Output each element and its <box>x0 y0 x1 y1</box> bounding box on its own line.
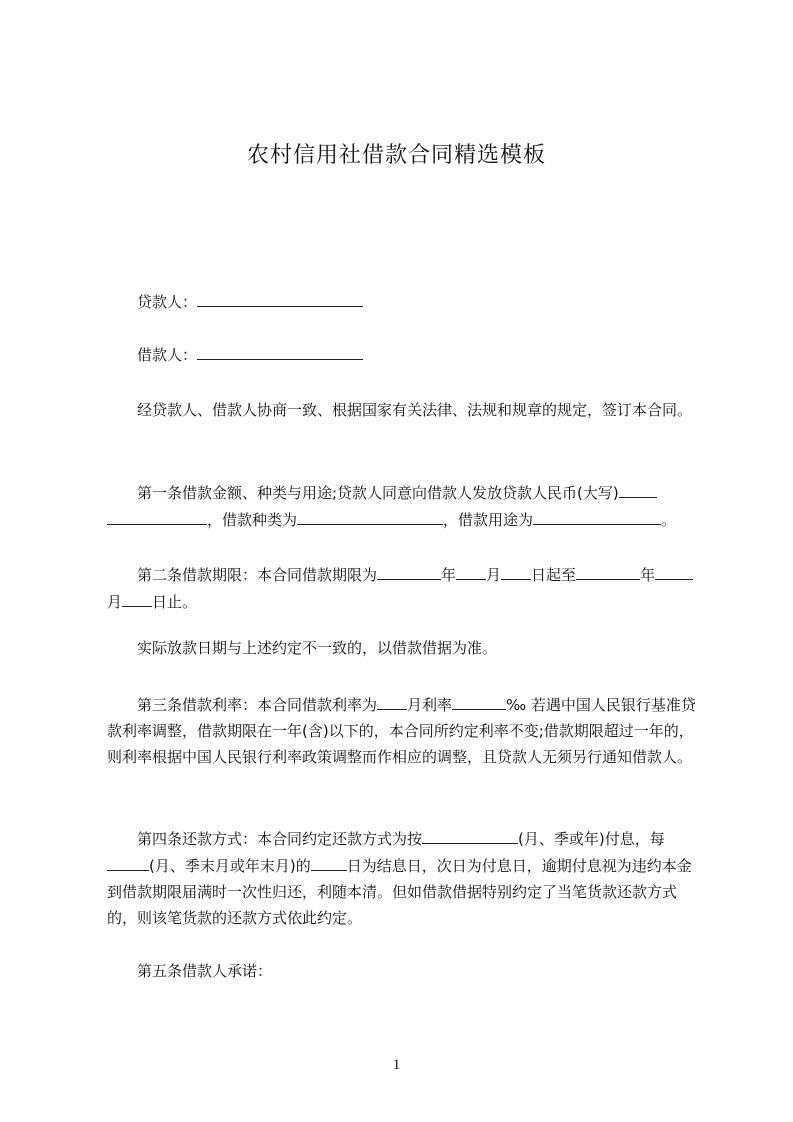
end-day-blank <box>122 588 152 607</box>
article-1-text-4: 。 <box>661 511 677 529</box>
article-1-text-3: ，借款用途为 <box>443 511 534 529</box>
intro-paragraph <box>107 397 702 423</box>
end-month-blank <box>655 561 693 580</box>
article-2-text-1: 第二条借款期限：本合同借款期限为 <box>137 566 378 584</box>
start-month-blank <box>456 561 486 580</box>
article-2-year-2: 年 <box>640 566 656 584</box>
article-4-text-1: 第四条还款方式：本合同约定还款方式为按 <box>137 830 423 848</box>
actual-date-text: 实际放款日期与上述约定不一致的，以借款借据为准。 <box>137 639 498 657</box>
loan-purpose-blank <box>533 506 661 525</box>
article-2-month-1: 月 <box>486 566 502 584</box>
article-2-day-from: 日起至 <box>531 566 577 584</box>
page-number: 1 <box>392 1057 401 1073</box>
settlement-day-blank <box>311 852 347 871</box>
article-5-heading: 第五条借款人承诺： <box>137 962 273 980</box>
article-2-month-2: 月 <box>107 593 123 611</box>
lender-line <box>107 288 702 315</box>
article-2-paragraph <box>107 561 702 615</box>
article-2-day-end: 日止。 <box>152 593 198 611</box>
document-title: 农村信用社借款合同精选模板 <box>246 143 546 168</box>
article-4-text-3: (月、季末月或年末月)的 <box>149 857 311 875</box>
borrower-blank <box>197 341 363 360</box>
borrower-line <box>107 341 702 368</box>
article-5-paragraph <box>107 958 702 984</box>
article-3-paragraph <box>107 691 702 770</box>
borrower-label: 借款人： <box>137 346 198 364</box>
amount-blank-2 <box>107 506 207 525</box>
article-1-text-1: 第一条借款金额、种类与用途;贷款人同意向借款人发放贷款人民币(大写) <box>137 484 619 502</box>
settlement-period-blank <box>107 852 149 871</box>
article-3-text-3: ‰ 若遇中国人民银行基准贷款利率调整，借款期限在一年(含)以下的，本合同所约定利率不变;借款期限超过一年的，则利率根据中国人民银行利率政策调整而作相应的调整，且贷款人无须另行通知借款人。 <box>107 696 696 766</box>
start-year-blank <box>377 561 441 580</box>
article-2-year-1: 年 <box>441 566 457 584</box>
rate-type-blank <box>377 691 407 710</box>
monthly-rate-blank <box>452 691 506 710</box>
interest-period-blank <box>422 825 518 844</box>
actual-date-paragraph <box>107 635 702 661</box>
article-3-text-1: 第三条借款利率：本合同借款利率为 <box>137 696 378 714</box>
end-year-blank <box>576 561 640 580</box>
loan-type-blank <box>297 506 443 525</box>
article-1-paragraph <box>107 479 702 533</box>
lender-label: 贷款人： <box>137 293 198 311</box>
lender-blank <box>197 288 363 307</box>
amount-blank-1 <box>619 479 657 498</box>
start-day-blank <box>501 561 531 580</box>
article-1-text-2: ，借款种类为 <box>207 511 298 529</box>
intro-text: 经贷款人、借款人协商一致、根据国家有关法律、法规和规章的规定，签订本合同。 <box>137 401 693 419</box>
article-4-text-4: 日为结息日，次日为付息日，逾期付息视为违约本金到借款期限届满时一次性归还，利随本清。但如借款借据特别约定了当笔货款还款方式的，则该笔货款的还款方式依此约定。 <box>107 857 692 927</box>
article-4-paragraph <box>107 825 702 931</box>
article-3-text-2: 月利率 <box>407 696 453 714</box>
article-4-text-2: (月、季或年)付息，每 <box>518 830 665 848</box>
